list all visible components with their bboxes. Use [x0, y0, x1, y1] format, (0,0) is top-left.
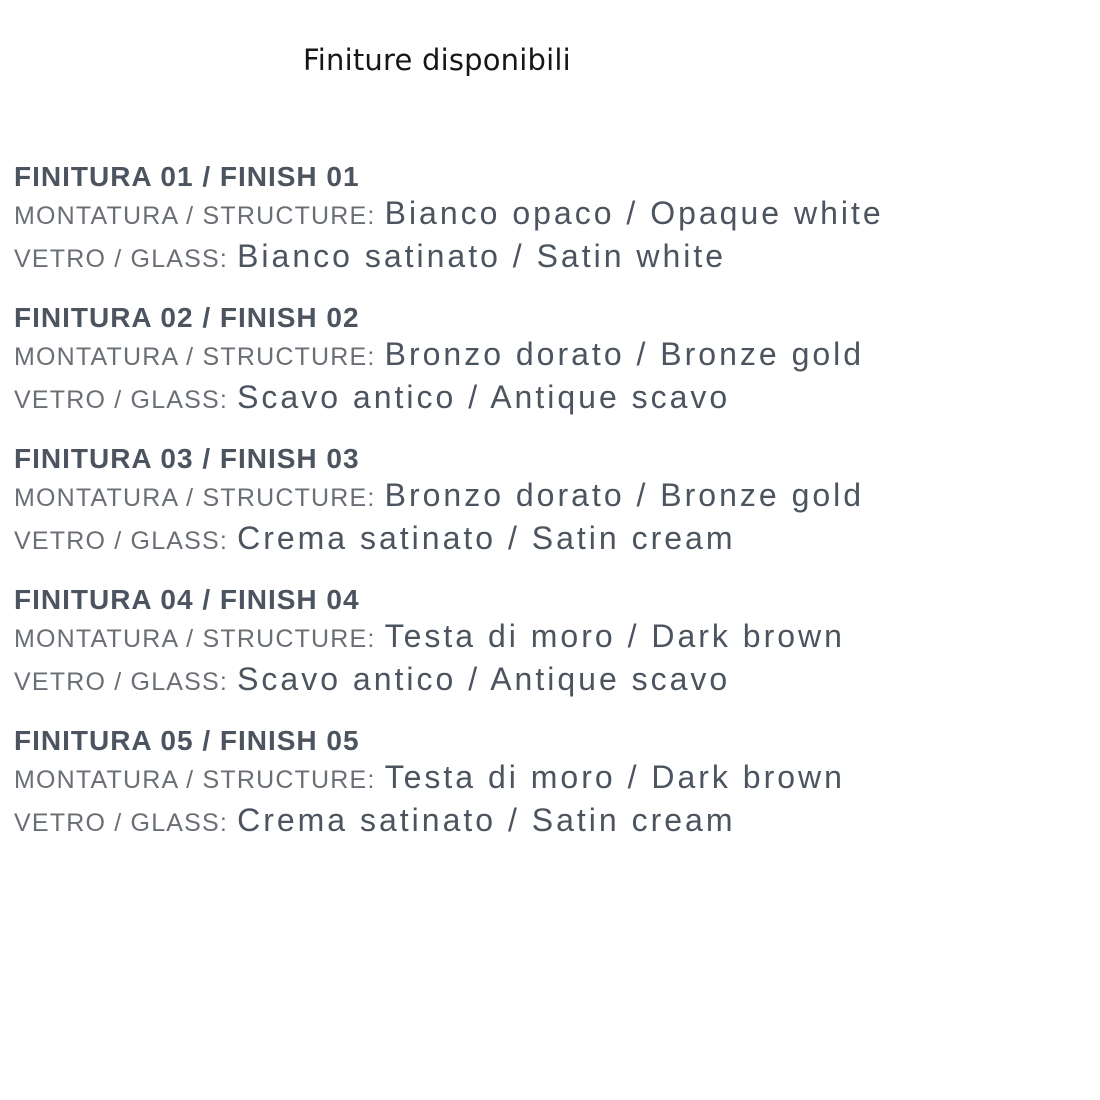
glass-value: Crema satinato / Satin cream — [237, 802, 736, 838]
finish-heading: FINITURA 01 / FINISH 01 — [14, 161, 360, 192]
glass-label: VETRO / GLASS: — [14, 668, 229, 696]
structure-value: Bronzo dorato / Bronze gold — [384, 336, 865, 372]
structure-line — [14, 474, 1100, 517]
structure-label: MONTATURA / STRUCTURE: — [14, 202, 376, 230]
finish-block-05 — [14, 725, 1100, 842]
structure-label: MONTATURA / STRUCTURE: — [14, 484, 376, 512]
glass-line — [14, 799, 1100, 842]
glass-line — [14, 376, 1100, 419]
finish-block-04 — [14, 584, 1100, 701]
finish-block-03 — [14, 443, 1100, 560]
glass-label: VETRO / GLASS: — [14, 386, 229, 414]
structure-label: MONTATURA / STRUCTURE: — [14, 766, 376, 794]
glass-line — [14, 517, 1100, 560]
structure-label: MONTATURA / STRUCTURE: — [14, 343, 376, 371]
structure-line — [14, 192, 925, 235]
finishes-list — [14, 161, 1100, 866]
glass-line — [14, 235, 1100, 278]
structure-line — [14, 333, 1100, 376]
structure-line — [14, 615, 1100, 658]
finish-heading: FINITURA 03 / FINISH 03 — [14, 443, 360, 474]
finish-heading: FINITURA 04 / FINISH 04 — [14, 584, 360, 615]
glass-value: Scavo antico / Antique scavo — [237, 379, 731, 415]
finish-block-01 — [14, 161, 1100, 278]
glass-value: Bianco satinato / Satin white — [237, 238, 727, 274]
glass-label: VETRO / GLASS: — [14, 809, 229, 837]
structure-value: Testa di moro / Dark brown — [384, 759, 845, 795]
finish-block-02 — [14, 302, 1100, 419]
glass-label: VETRO / GLASS: — [14, 245, 229, 273]
structure-value: Bronzo dorato / Bronze gold — [384, 477, 865, 513]
finish-heading: FINITURA 02 / FINISH 02 — [14, 302, 360, 333]
finish-heading: FINITURA 05 / FINISH 05 — [14, 725, 360, 756]
glass-line — [14, 658, 1100, 701]
structure-line — [14, 756, 1100, 799]
glass-value: Scavo antico / Antique scavo — [237, 661, 731, 697]
structure-label: MONTATURA / STRUCTURE: — [14, 625, 376, 653]
glass-label: VETRO / GLASS: — [14, 527, 229, 555]
structure-value: Bianco opaco / Opaque white — [384, 195, 884, 231]
glass-value: Crema satinato / Satin cream — [237, 520, 736, 556]
page-title: Finiture disponibili — [303, 43, 571, 77]
structure-value: Testa di moro / Dark brown — [384, 618, 845, 654]
